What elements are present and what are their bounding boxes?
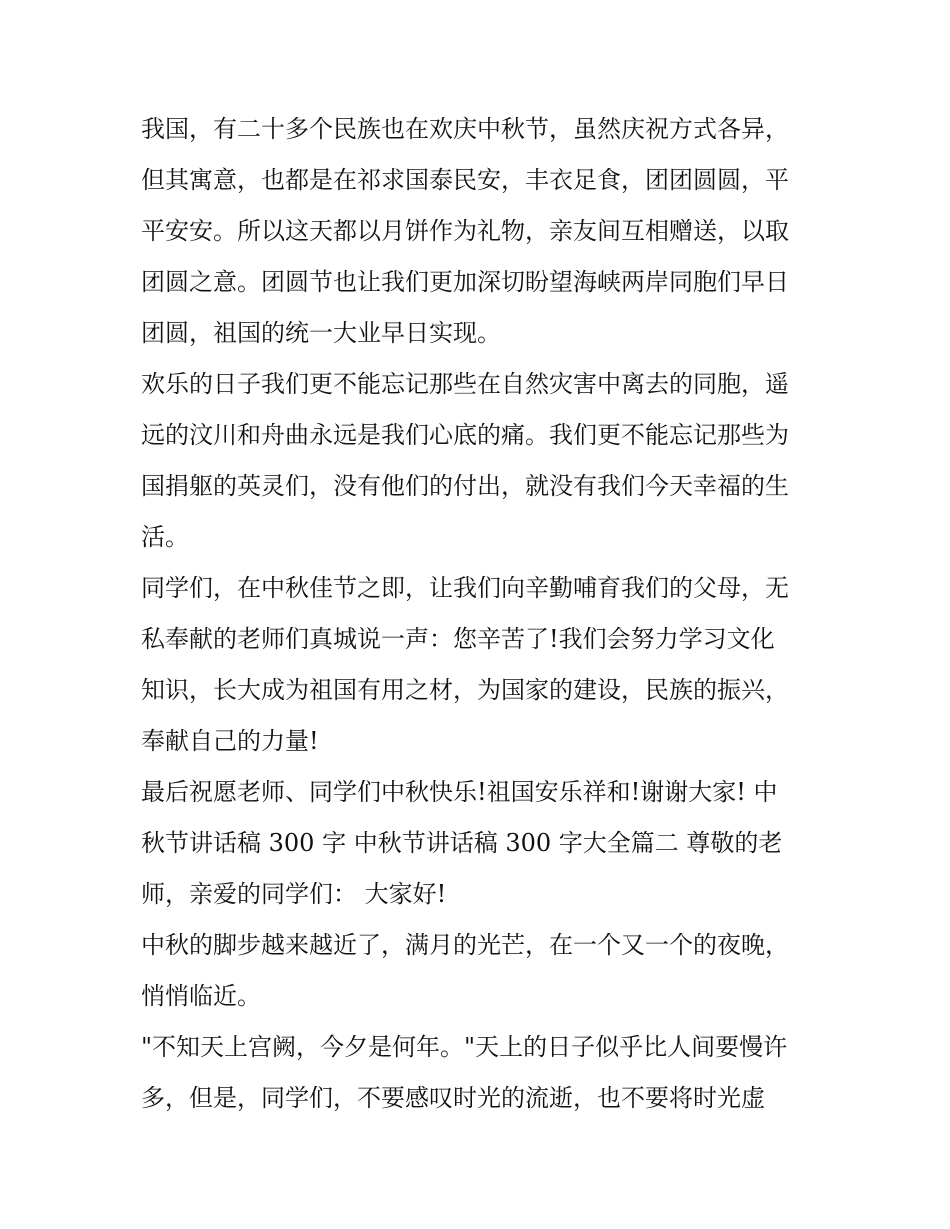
text-line: 最后祝愿老师、同学们中秋快乐!祖国安乐祥和!谢谢大家! 中 [141,778,778,806]
text-line: 团圆，祖国的统一大业早日实现。 [141,319,501,347]
text-line: 团圆之意。团圆节也让我们更加深切盼望海峡两岸同胞们早日 [141,268,789,296]
text-line: 秋节讲话稿 300 字 中秋节讲话稿 300 字大全篇二 尊敬的老 [141,829,783,857]
text-line: "不知天上宫阙，今夕是何年。"天上的日子似乎比人间要慢许 [141,1033,788,1061]
text-line: 国捐躯的英灵们，没有他们的付出，就没有我们今天幸福的生 [141,472,789,500]
text-line: 悄悄临近。 [141,982,261,1010]
text-line: 远的汶川和舟曲永远是我们心底的痛。我们更不能忘记那些为 [141,421,789,449]
text-line: 私奉献的老师们真城说一声：您辛苦了!我们会努力学习文化 [141,625,775,653]
text-line: 师，亲爱的同学们： 大家好! [141,880,447,908]
text-line: 平安安。所以这天都以月饼作为礼物，亲友间互相赠送，以取 [141,217,789,245]
document-body [141,104,821,1124]
text-line: 欢乐的日子我们更不能忘记那些在自然灾害中离去的同胞，遥 [141,370,789,398]
text-line: 中秋的脚步越来越近了，满月的光芒，在一个又一个的夜晚， [141,931,789,959]
text-line: 但其寓意，也都是在祁求国泰民安，丰衣足食，团团圆圆，平 [141,166,789,194]
text-line: 同学们，在中秋佳节之即，让我们向辛勤哺育我们的父母，无 [141,574,789,602]
text-line: 我国，有二十多个民族也在欢庆中秋节，虽然庆祝方式各异， [141,115,789,143]
text-line: 奉献自己的力量! [141,727,319,755]
text-line: 多，但是，同学们，不要感叹时光的流逝，也不要将时光虚 [141,1084,765,1112]
text-line: 知识，长大成为祖国有用之材，为国家的建设，民族的振兴， [141,676,789,704]
text-line: 活。 [141,523,189,551]
